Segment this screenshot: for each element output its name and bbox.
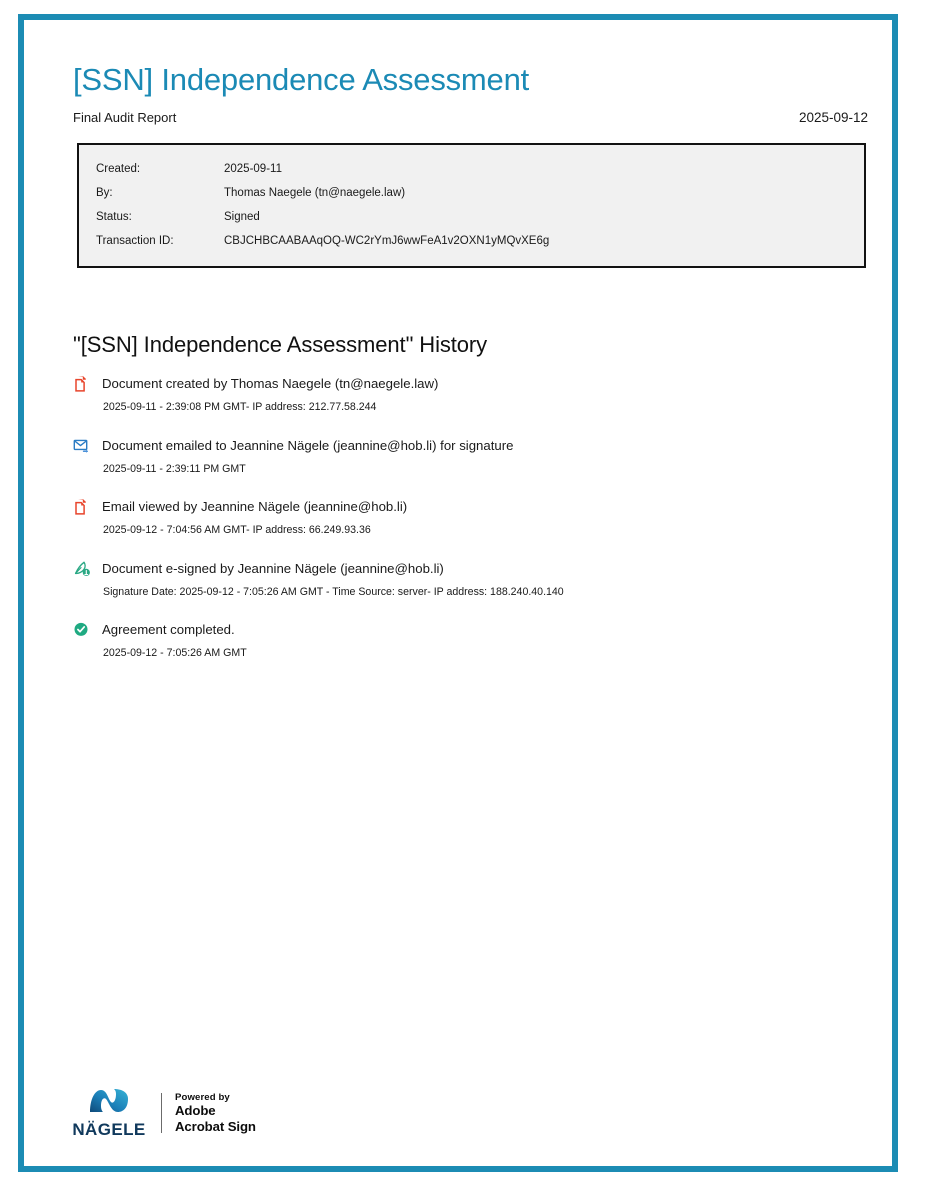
acrobat-sign-label: Acrobat Sign (175, 1118, 256, 1134)
by-value: Thomas Naegele (tn@naegele.law) (224, 187, 406, 199)
list-item (73, 375, 873, 414)
agreement-completed-icon (73, 621, 91, 639)
document-created-icon (73, 375, 91, 393)
history-entry-detail: Signature Date: 2025-09-12 - 7:05:26 AM GMT - Time Source: server- IP address: 188.240.40.140 (103, 585, 564, 598)
email-sent-icon (73, 437, 91, 455)
report-type-label: Final Audit Report (73, 110, 177, 125)
by-label: By: (96, 187, 113, 199)
nagele-logo-icon (86, 1087, 132, 1119)
status-value: Signed (224, 211, 260, 223)
status-label: Status: (96, 211, 132, 223)
table-row (79, 181, 864, 205)
table-row (79, 157, 864, 181)
history-section-title: "[SSN] Independence Assessment" History (73, 332, 488, 357)
history-entry-text: Email viewed by Jeannine Nägele (jeannine@hob.li) (102, 499, 408, 514)
history-entry-detail: 2025-09-12 - 7:04:56 AM GMT- IP address: 66.249.93.36 (103, 524, 371, 536)
list-item (73, 498, 873, 537)
page-title: [SSN] Independence Assessment (73, 62, 530, 97)
history-entry-detail: 2025-09-11 - 2:39:11 PM GMT (103, 462, 246, 475)
created-label: Created: (96, 163, 141, 175)
history-entry-text: Agreement completed. (102, 622, 235, 637)
list-item (73, 621, 873, 660)
footer (69, 1087, 256, 1139)
brand-name-label: NÄGELE (72, 1120, 146, 1139)
report-date: 2025-09-12 (798, 110, 868, 125)
powered-by-adobe (175, 1092, 256, 1134)
history-entry-text: Document e-signed by Jeannine Nägele (jeannine@hob.li) (102, 560, 444, 576)
footer-divider (161, 1093, 162, 1133)
history-entry-text: Document emailed to Jeannine Nägele (jeannine@hob.li) for signature (102, 437, 514, 453)
email-viewed-icon (73, 498, 91, 516)
list-item (73, 437, 873, 476)
created-value: 2025-09-11 (224, 163, 282, 175)
nagele-brand (69, 1087, 149, 1139)
history-entry-detail: 2025-09-12 - 7:05:26 AM GMT (103, 647, 247, 659)
summary-table (77, 143, 866, 268)
subtitle-row (73, 110, 868, 125)
transaction-id-value: CBJCHBCAABAAqOQ-WC2rYmJ6wwFeA1v2OXN1yMQvXE6g (224, 235, 550, 247)
transaction-id-label: Transaction ID: (96, 235, 174, 247)
list-item (73, 560, 873, 599)
table-row (79, 205, 864, 229)
powered-by-label: Powered by (175, 1092, 230, 1104)
history-entry-text: Document created by Thomas Naegele (tn@naegele.law) (102, 376, 439, 391)
history-entry-detail: 2025-09-11 - 2:39:08 PM GMT- IP address: 212.77.58.244 (103, 401, 377, 413)
table-row (79, 229, 864, 253)
history-list (73, 375, 873, 683)
audit-report-page (18, 14, 898, 1172)
e-signed-icon (73, 560, 91, 578)
adobe-label: Adobe (175, 1103, 216, 1119)
